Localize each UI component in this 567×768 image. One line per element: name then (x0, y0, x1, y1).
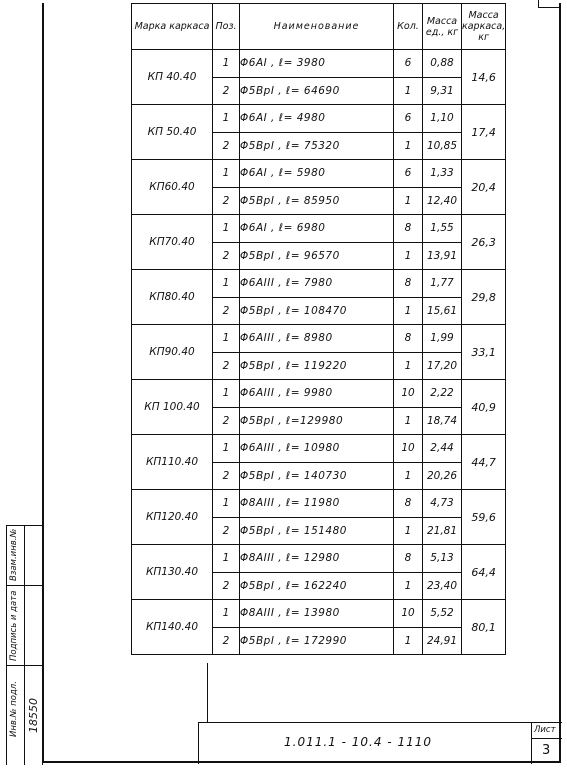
header-mass-total: Масса каркаса, кг (462, 4, 506, 50)
position-number: 1 (213, 105, 240, 133)
frame-mark: КП70.40 (132, 215, 213, 270)
frame-total-mass: 40,9 (462, 380, 506, 435)
item-name: Φ5BpI , ℓ= 96570 (240, 242, 394, 270)
position-number: 1 (213, 160, 240, 188)
item-quantity: 1 (394, 627, 423, 655)
position-number: 2 (213, 517, 240, 545)
header-pos: Поз. (213, 4, 240, 50)
unit-mass: 2,22 (423, 380, 462, 408)
unit-mass: 1,77 (423, 270, 462, 298)
item-name: Φ6AI , ℓ= 4980 (240, 105, 394, 133)
position-number: 2 (213, 462, 240, 490)
unit-mass: 10,85 (423, 132, 462, 160)
frame-mark: КП 100.40 (132, 380, 213, 435)
unit-mass: 5,13 (423, 545, 462, 573)
item-quantity: 1 (394, 352, 423, 380)
position-number: 2 (213, 132, 240, 160)
position-number: 1 (213, 490, 240, 518)
document-code: 1.011.1 - 10.4 - 1110 (284, 735, 432, 749)
item-quantity: 1 (394, 462, 423, 490)
unit-mass: 17,20 (423, 352, 462, 380)
frame-total-mass: 17,4 (462, 105, 506, 160)
table-row (132, 600, 506, 628)
header-mass-unit: Масса ед., кг (423, 4, 462, 50)
item-quantity: 8 (394, 325, 423, 353)
unit-mass: 20,26 (423, 462, 462, 490)
item-name: Φ8AIII , ℓ= 11980 (240, 490, 394, 518)
frame-total-mass: 33,1 (462, 325, 506, 380)
table-row (132, 215, 506, 243)
specification-body (132, 50, 506, 655)
unit-mass: 9,31 (423, 77, 462, 105)
side-line (6, 525, 42, 526)
side-line (6, 525, 7, 765)
unit-mass: 5,52 (423, 600, 462, 628)
item-quantity: 6 (394, 160, 423, 188)
item-quantity: 8 (394, 270, 423, 298)
unit-mass: 21,81 (423, 517, 462, 545)
item-quantity: 8 (394, 545, 423, 573)
item-quantity: 10 (394, 600, 423, 628)
frame-mark: КП80.40 (132, 270, 213, 325)
position-number: 1 (213, 435, 240, 463)
frame-mark: КП130.40 (132, 545, 213, 600)
unit-mass: 12,40 (423, 187, 462, 215)
unit-mass: 1,10 (423, 105, 462, 133)
frame-mark: КП140.40 (132, 600, 213, 655)
frame-mark: КП 50.40 (132, 105, 213, 160)
frame-total-mass: 20,4 (462, 160, 506, 215)
side-label-sign-date: Подпись и дата (9, 590, 19, 661)
sheet-label: Лист (534, 725, 556, 735)
unit-mass: 2,44 (423, 435, 462, 463)
sheet-number: 3 (542, 743, 551, 758)
item-name: Φ5BpI , ℓ= 172990 (240, 627, 394, 655)
frame-mark: КП90.40 (132, 325, 213, 380)
item-quantity: 8 (394, 215, 423, 243)
position-number: 2 (213, 242, 240, 270)
item-quantity: 8 (394, 490, 423, 518)
item-name: Φ5BpI , ℓ= 75320 (240, 132, 394, 160)
side-inv-number: 18550 (27, 698, 40, 733)
item-quantity: 10 (394, 435, 423, 463)
frame-total-mass: 64,4 (462, 545, 506, 600)
unit-mass: 23,40 (423, 572, 462, 600)
item-name: Φ5BpI , ℓ= 108470 (240, 297, 394, 325)
item-quantity: 10 (394, 380, 423, 408)
position-number: 1 (213, 215, 240, 243)
item-quantity: 1 (394, 297, 423, 325)
side-label-inv-orig: Инв.№ подл. (9, 681, 19, 737)
unit-mass: 1,55 (423, 215, 462, 243)
position-number: 1 (213, 325, 240, 353)
item-name: Φ5BpI , ℓ= 119220 (240, 352, 394, 380)
position-number: 2 (213, 627, 240, 655)
unit-mass: 13,91 (423, 242, 462, 270)
side-line (6, 665, 42, 666)
side-line (24, 525, 25, 765)
frame-mark: КП120.40 (132, 490, 213, 545)
item-quantity: 1 (394, 77, 423, 105)
item-name: Φ6AIII , ℓ= 9980 (240, 380, 394, 408)
item-name: Φ5BpI , ℓ= 85950 (240, 187, 394, 215)
position-number: 2 (213, 407, 240, 435)
position-number: 2 (213, 297, 240, 325)
item-name: Φ6AIII , ℓ= 10980 (240, 435, 394, 463)
side-stamp (6, 525, 42, 765)
frame-total-mass: 80,1 (462, 600, 506, 655)
frame-total-mass: 14,6 (462, 50, 506, 105)
frame-total-mass: 26,3 (462, 215, 506, 270)
sheet-corner-mark (538, 0, 559, 8)
frame-mark: КП 40.40 (132, 50, 213, 105)
table-row (132, 380, 506, 408)
unit-mass: 1,99 (423, 325, 462, 353)
title-block (198, 722, 562, 764)
unit-mass: 15,61 (423, 297, 462, 325)
item-name: Φ5BpI , ℓ= 140730 (240, 462, 394, 490)
table-row (132, 325, 506, 353)
position-number: 1 (213, 270, 240, 298)
item-name: Φ5BpI , ℓ= 64690 (240, 77, 394, 105)
item-name: Φ8AIII , ℓ= 13980 (240, 600, 394, 628)
frame-total-mass: 44,7 (462, 435, 506, 490)
side-line (42, 525, 43, 765)
position-number: 2 (213, 352, 240, 380)
table-row (132, 105, 506, 133)
item-quantity: 1 (394, 132, 423, 160)
side-line (6, 585, 42, 586)
sheet-divider (532, 738, 562, 739)
table-row (132, 435, 506, 463)
item-name: Φ6AIII , ℓ= 8980 (240, 325, 394, 353)
position-number: 1 (213, 600, 240, 628)
unit-mass: 24,91 (423, 627, 462, 655)
sheet-box (531, 723, 562, 764)
item-quantity: 1 (394, 242, 423, 270)
item-quantity: 1 (394, 572, 423, 600)
table-row (132, 490, 506, 518)
item-quantity: 6 (394, 105, 423, 133)
table-row (132, 160, 506, 188)
item-name: Φ8AIII , ℓ= 12980 (240, 545, 394, 573)
item-quantity: 1 (394, 517, 423, 545)
item-quantity: 1 (394, 407, 423, 435)
position-number: 2 (213, 572, 240, 600)
item-name: Φ6AI , ℓ= 6980 (240, 215, 394, 243)
table-row (132, 270, 506, 298)
frame-total-mass: 29,8 (462, 270, 506, 325)
unit-mass: 0,88 (423, 50, 462, 78)
unit-mass: 1,33 (423, 160, 462, 188)
position-number: 1 (213, 545, 240, 573)
item-quantity: 1 (394, 187, 423, 215)
unit-mass: 18,74 (423, 407, 462, 435)
item-name: Φ5BpI , ℓ= 151480 (240, 517, 394, 545)
item-quantity: 6 (394, 50, 423, 78)
item-name: Φ6AIII , ℓ= 7980 (240, 270, 394, 298)
position-number: 2 (213, 77, 240, 105)
item-name: Φ6AI , ℓ= 3980 (240, 50, 394, 78)
table-row (132, 545, 506, 573)
position-number: 2 (213, 187, 240, 215)
header-mark: Марка каркаса (132, 4, 213, 50)
frame-mark: КП110.40 (132, 435, 213, 490)
frame-mark: КП60.40 (132, 160, 213, 215)
position-number: 1 (213, 50, 240, 78)
item-name: Φ6AI , ℓ= 5980 (240, 160, 394, 188)
item-name: Φ5BpI , ℓ= 162240 (240, 572, 394, 600)
item-name: Φ5BpI , ℓ=129980 (240, 407, 394, 435)
unit-mass: 4,73 (423, 490, 462, 518)
side-label-inv-repl: Взам.инв.№ (9, 528, 19, 581)
header-qty: Кол. (394, 4, 423, 50)
frame-total-mass: 59,6 (462, 490, 506, 545)
position-number: 1 (213, 380, 240, 408)
frame-line (207, 663, 208, 722)
table-row (132, 50, 506, 78)
specification-table (131, 3, 506, 655)
header-name: Наименование (240, 4, 394, 50)
